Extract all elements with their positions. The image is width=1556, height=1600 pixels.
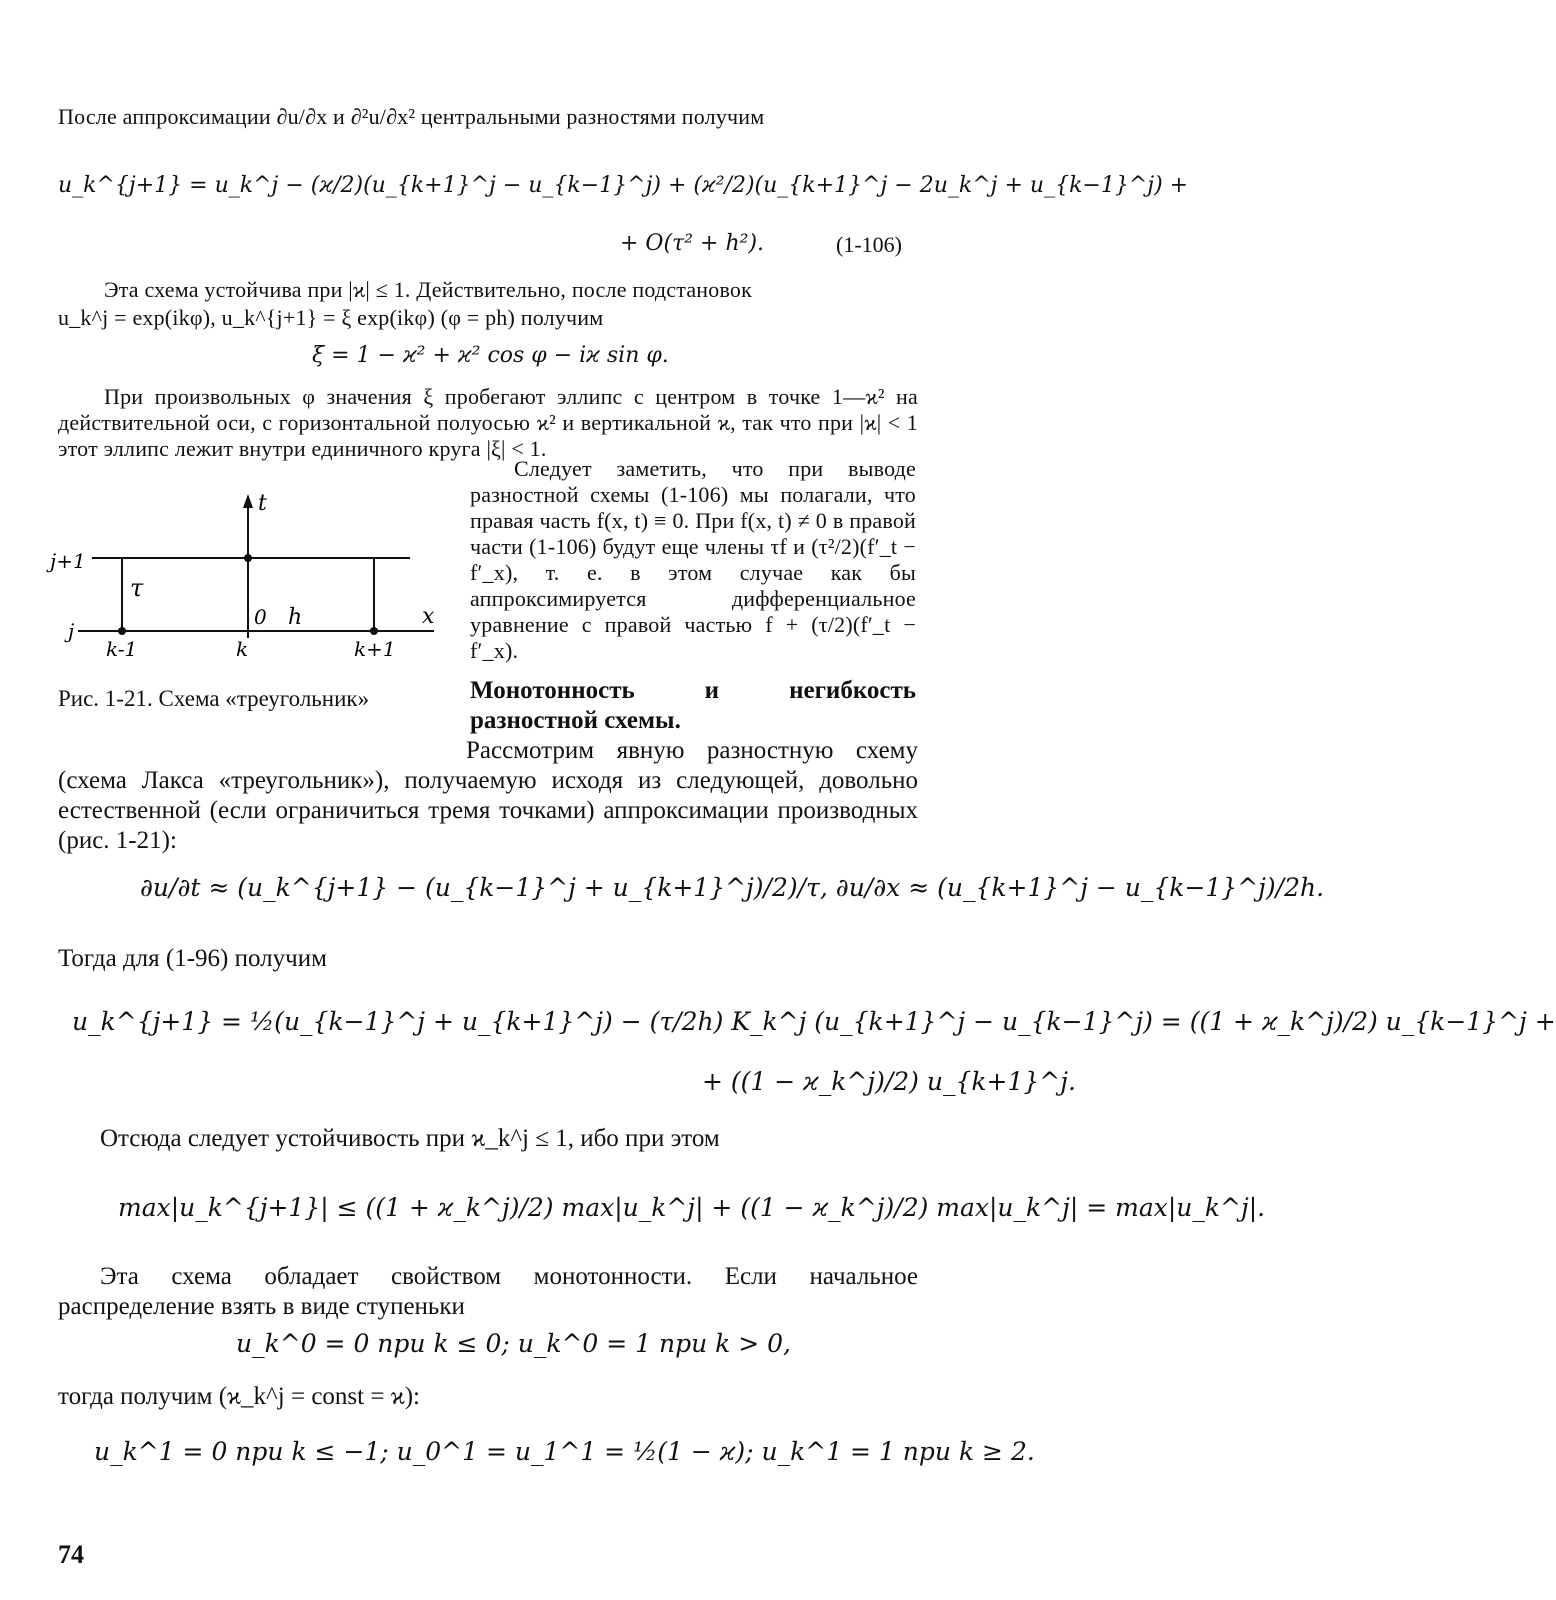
section-title: Монотонность и негибкость разностной схемы. (470, 677, 916, 734)
equation-max: max|u_k^{j+1}| ≤ ((1 + ϰ_k^j)/2) max|u_k^j| + ((1 − ϰ_k^j)/2) max|u_k^j| = max|u_k^j|. (118, 1193, 1266, 1222)
paragraph-lax-scheme (58, 736, 918, 856)
figure-svg (50, 488, 460, 668)
paragraph-approximation: После аппроксимации ∂u/∂x и ∂²u/∂x² центральными разностями получим (58, 104, 765, 129)
paragraph-then-for: Тогда для (1-96) получим (58, 945, 327, 972)
equation-lax-approximation: ∂u/∂t ≈ (u_k^{j+1} − (u_{k−1}^j + u_{k+1}^j)/2)/τ, ∂u/∂x ≈ (u_{k+1}^j − u_{k−1}^j)/2h. (140, 873, 1325, 902)
label-t: t (258, 491, 267, 516)
label-h: h (288, 605, 303, 630)
equation-xi: ξ = 1 − ϰ² + ϰ² cos φ − iϰ sin φ. (312, 343, 669, 368)
paragraph-stability-line1: Эта схема устойчива при |ϰ| ≤ 1. Действительно, после подстановок (104, 277, 753, 302)
figure-caption: Рис. 1-21. Схема «треугольник» (58, 686, 370, 711)
equation-106-line1: u_k^{j+1} = u_k^j − (ϰ/2)(u_{k+1}^j − u_{k−1}^j) + (ϰ²/2)(u_{k+1}^j − 2u_k^j + u_{k−1}^j) + (58, 173, 1189, 198)
section-monotonicity-start (470, 676, 916, 736)
equation-result: u_k^1 = 0 при k ≤ −1; u_0^1 = u_1^1 = ½(1 − ϰ); u_k^1 = 1 при k ≥ 2. (94, 1437, 1035, 1466)
paragraph-ellipse: При произвольных φ значения ξ пробегают эллипс с центром в точке 1—ϰ² на действительной оси, с горизонтальной полуосью ϰ² и вертикальной ϰ, так что при |ϰ| < 1 этот эллипс лежит внутри единичного круга |ξ| < 1. (58, 384, 918, 461)
equation-scheme-line1: u_k^{j+1} = ½(u_{k−1}^j + u_{k+1}^j) − (τ/2h) K_k^j (u_{k+1}^j − u_{k−1}^j) = ((1 + ϰ_k^j)/2) u_{k−1}^j + (72, 1007, 1556, 1036)
equation-scheme-line2: + ((1 − ϰ_k^j)/2) u_{k+1}^j. (702, 1067, 1076, 1096)
node-k-j-plus-1 (244, 554, 252, 562)
t-axis-arrow-icon (243, 494, 253, 508)
paragraph-stability-line2: u_k^j = exp(ikφ), u_k^{j+1} = ξ exp(ikφ) (φ = ph) получим (58, 305, 604, 330)
label-row-bottom: j (68, 619, 75, 643)
label-k: k (236, 637, 249, 661)
paragraph-stability-follows: Отсюда следует устойчивость при ϰ_k^j ≤ 1, ибо при этом (100, 1125, 720, 1152)
paragraph-right-side-note: Следует заметить, что при выводе разностной схемы (1-106) мы полагали, что правая часть f(x, t) ≡ 0. При f(x, t) ≠ 0 в правой части (1-106) будут еще члены τf и (τ²/2)(f′_t − f′_x), т. е. в этом случае как бы аппроксимируется дифференциальное уравнение с правой частью f + (τ/2)(f′_t − f′_x). (470, 456, 916, 663)
label-k-minus-1: k-1 (106, 637, 138, 661)
paragraph-monotonicity: Эта схема обладает свойством монотонности. Если начальное распределение взять в виде ступеньки (58, 1263, 918, 1320)
equation-step: u_k^0 = 0 при k ≤ 0; u_k^0 = 1 при k > 0, (236, 1329, 792, 1358)
label-zero: 0 (254, 605, 267, 629)
node-k-plus-1 (370, 627, 378, 635)
label-x: x (422, 604, 435, 629)
label-row-top: j+1 (50, 549, 86, 573)
page-number: 74 (58, 1540, 84, 1569)
figure-triangle-scheme (50, 488, 460, 668)
equation-number-106: (1-106) (836, 232, 902, 257)
node-k-minus-1 (118, 627, 126, 635)
label-tau: τ (130, 574, 144, 602)
paragraph-lax-text: Рассмотрим явную разностную схему (схема Лакса «треугольник»), получаемую исходя из следующей, довольно естественной (если ограничиться тремя точками) аппроксимации производных (рис. 1-21): (58, 737, 918, 854)
equation-106-line2: + O(τ² + h²). (620, 231, 765, 256)
label-k-plus-1: k+1 (354, 637, 396, 661)
paragraph-then-get: тогда получим (ϰ_k^j = const = ϰ): (58, 1383, 420, 1410)
